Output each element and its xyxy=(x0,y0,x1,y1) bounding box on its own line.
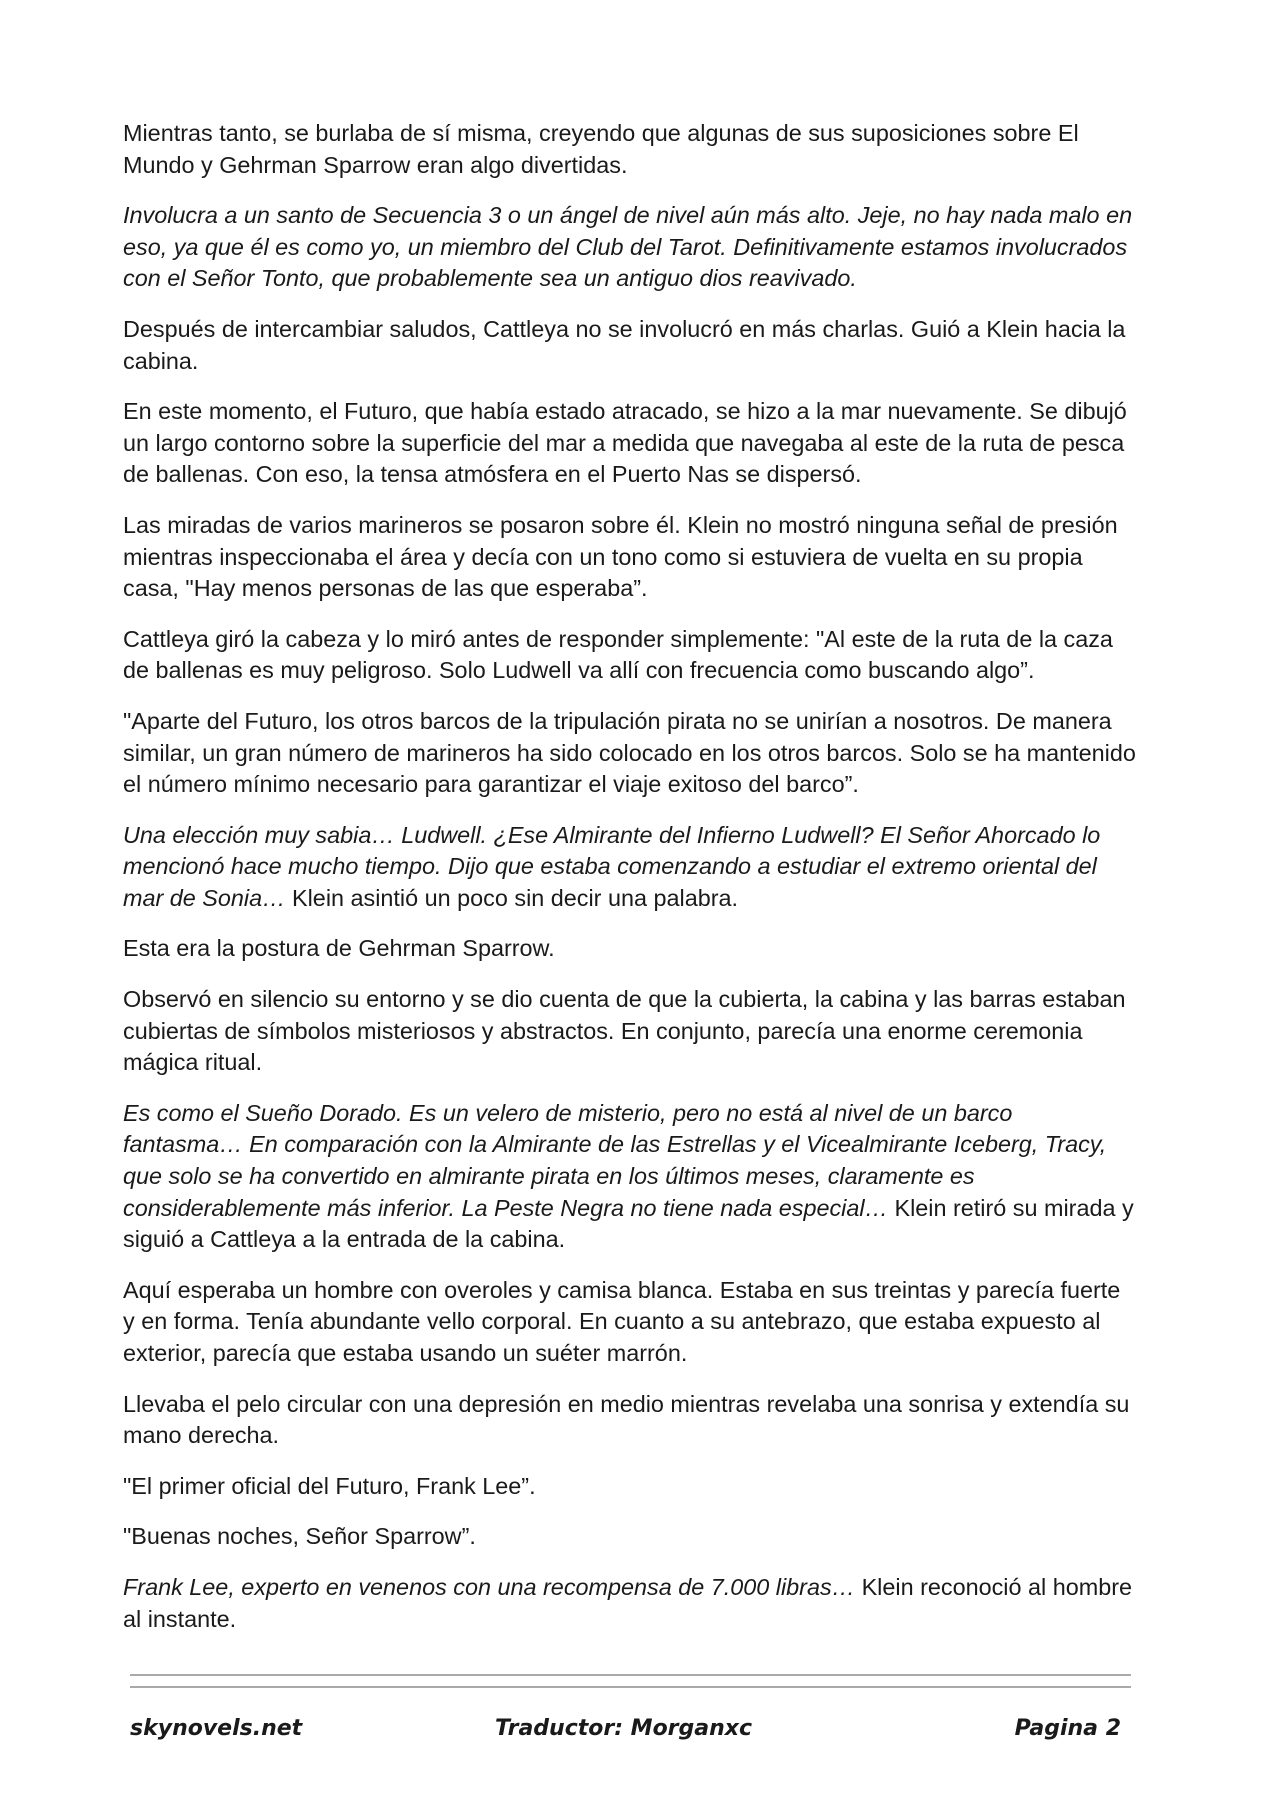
paragraph-thought-text: Involucra a un santo de Secuencia 3 o un ángel de nivel aún más alto. Jeje, no hay nada malo en eso, ya que él es como yo, un miembro del Club del Tarot. Definitivamente estamos involucrados con el Señor Tonto, que probablemente sea un antiguo dios reavivado. xyxy=(123,202,1133,292)
paragraph-text: Llevaba el pelo circular con una depresión en medio mientras revelaba una sonrisa y extendía su mano derecha. xyxy=(123,1390,1130,1449)
paragraph xyxy=(123,1098,1138,1256)
paragraph-text: Las miradas de varios marineros se posaron sobre él. Klein no mostró ninguna señal de presión mientras inspeccionaba el área y decía con un tono como si estuviera de vuelta en su propia casa, "Hay menos personas de las que esperaba”. xyxy=(123,511,1118,602)
paragraph xyxy=(123,984,1138,1079)
paragraph xyxy=(123,200,1138,295)
paragraph-thought-text: Una elección muy sabia… Ludwell. ¿Ese Almirante del Infierno Ludwell? El Señor Ahorcado lo mencionó hace mucho tiempo. Dijo que estaba comenzando a estudiar el extremo oriental del mar de Sonia… xyxy=(123,821,1101,911)
footer-divider-top xyxy=(130,1674,1131,1676)
paragraph-text: Klein retiró su mirada y siguió a Cattleya a la entrada de la cabina. xyxy=(123,1194,1134,1253)
footer-site-name: skynovels.net xyxy=(130,1716,303,1741)
document-body xyxy=(123,118,1138,1654)
paragraph xyxy=(123,1471,1138,1503)
paragraph-text: Klein asintió un poco sin decir una palabra. xyxy=(285,884,739,911)
paragraph xyxy=(123,706,1138,801)
paragraph xyxy=(123,1275,1138,1370)
paragraph xyxy=(123,820,1138,915)
paragraph-thought-text: Es como el Sueño Dorado. Es un velero de misterio, pero no está al nivel de un barco fantasma… En comparación con la Almirante de las Estrellas y el Vicealmirante Iceberg, Tracy, que solo se ha convertido en almirante pirata en los últimos meses, claramente es considerablemente más inferior. La Peste Negra no tiene nada especial… xyxy=(123,1099,1107,1221)
paragraph xyxy=(123,1389,1138,1452)
paragraph-text: En este momento, el Futuro, que había estado atracado, se hizo a la mar nuevamente. Se dibujó un largo contorno sobre la superficie del mar a medida que navegaba al este de la ruta de pesca de ballenas. Con eso, la tensa atmósfera en el Puerto Nas se dispersó. xyxy=(123,398,1127,488)
page-footer xyxy=(130,1716,1131,1752)
paragraph-thought-text: Frank Lee, experto en venenos con una recompensa de 7.000 libras… xyxy=(123,1573,856,1600)
paragraph-text: Klein reconoció al hombre al instante. xyxy=(123,1573,1133,1632)
paragraph xyxy=(123,933,1138,965)
paragraph xyxy=(123,510,1138,605)
footer-divider-bottom xyxy=(130,1686,1131,1688)
paragraph-text: "El primer oficial del Futuro, Frank Lee”. xyxy=(123,1472,536,1499)
paragraph-text: "Aparte del Futuro, los otros barcos de la tripulación pirata no se unirían a nosotros. De manera similar, un gran número de marineros ha sido colocado en los otros barcos. Solo se ha mantenido el número mínimo necesario para garantizar el viaje exitoso del barco”. xyxy=(123,707,1136,798)
paragraph-text: Cattleya giró la cabeza y lo miró antes de responder simplemente: "Al este de la ruta de la caza de ballenas es muy peligroso. Solo Ludwell va allí con frecuencia como buscando algo”. xyxy=(123,625,1113,684)
paragraph xyxy=(123,624,1138,687)
paragraph xyxy=(123,1572,1138,1635)
paragraph xyxy=(123,118,1138,181)
footer-page-number: Pagina 2 xyxy=(1014,1716,1121,1741)
footer-translator: Traductor: Morganxc xyxy=(495,1716,753,1741)
paragraph-text: "Buenas noches, Señor Sparrow”. xyxy=(123,1523,476,1550)
paragraph xyxy=(123,314,1138,377)
paragraph-text: Observó en silencio su entorno y se dio cuenta de que la cubierta, la cabina y las barras estaban cubiertas de símbolos misteriosos y abstractos. En conjunto, parecía una enorme ceremonia mágica ritual. xyxy=(123,986,1126,1076)
paragraph-text: Esta era la postura de Gehrman Sparrow. xyxy=(123,935,555,962)
paragraph-text: Después de intercambiar saludos, Cattleya no se involucró en más charlas. Guió a Klein hacia la cabina. xyxy=(123,315,1126,374)
paragraph-text: Mientras tanto, se burlaba de sí misma, creyendo que algunas de sus suposiciones sobre El Mundo y Gehrman Sparrow eran algo divertidas. xyxy=(123,120,1079,178)
paragraph-text: Aquí esperaba un hombre con overoles y camisa blanca. Estaba en sus treintas y parecía fuerte y en forma. Tenía abundante vello corporal. En cuanto a su antebrazo, que estaba expuesto al exterior, parecía que estaba usando un suéter marrón. xyxy=(123,1276,1121,1366)
paragraph xyxy=(123,396,1138,491)
paragraph xyxy=(123,1521,1138,1553)
